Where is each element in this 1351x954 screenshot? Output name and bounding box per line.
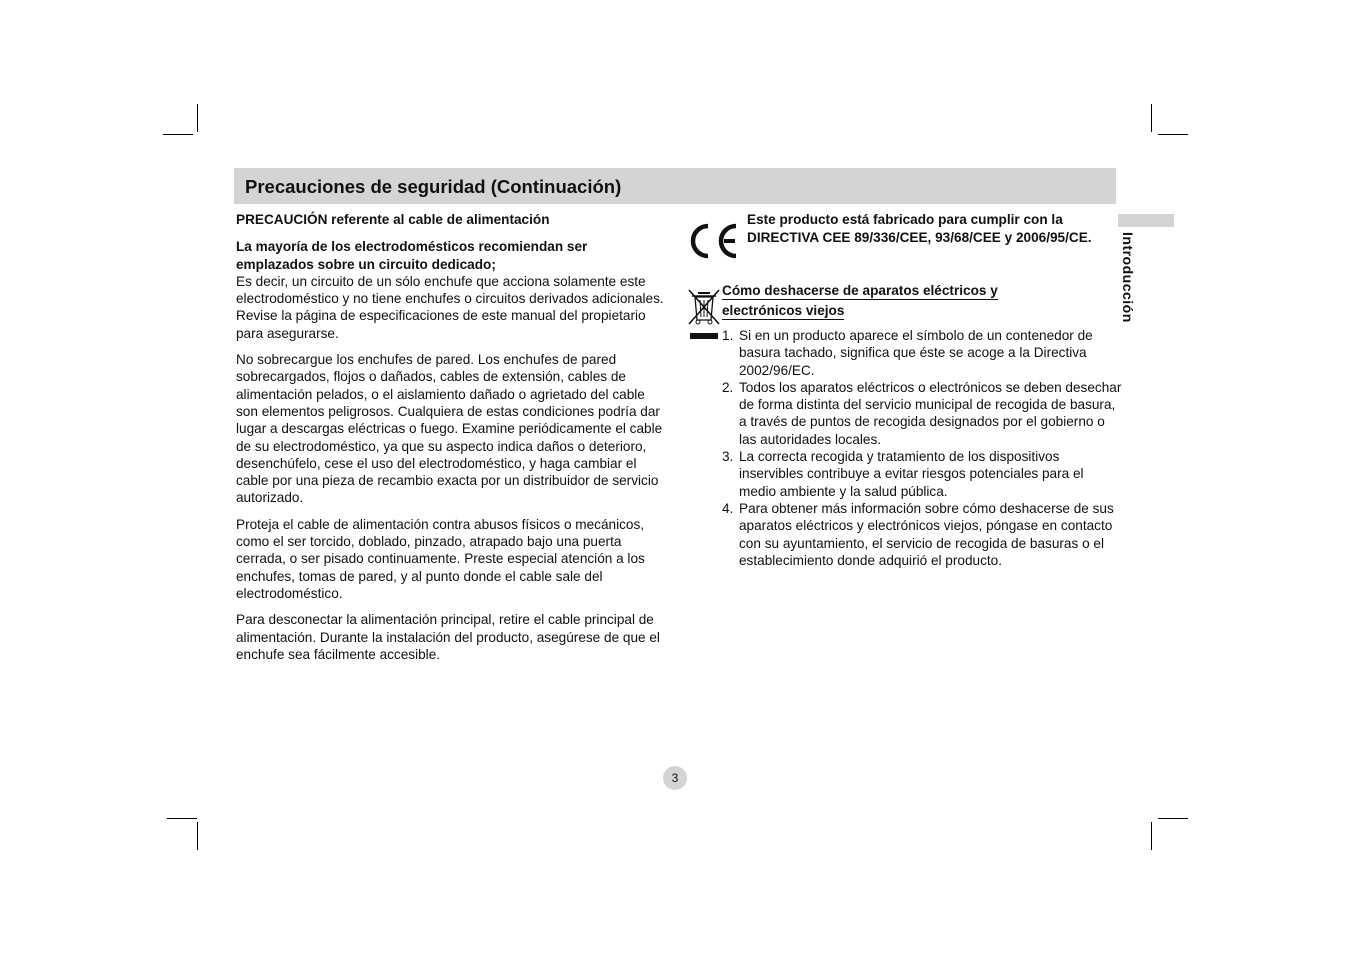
weee-heading bbox=[722, 281, 1052, 321]
crop-mark bbox=[1151, 104, 1152, 132]
crop-mark bbox=[197, 822, 198, 850]
list-text: Si en un producto aparece el símbolo de un contenedor de basura tachado, significa que éste se acoge a la Directiva 2002/96/EC. bbox=[739, 328, 1093, 378]
power-cord-heading: PRECAUCIÓN referente al cable de alimentación bbox=[236, 212, 550, 227]
ce-mark-icon bbox=[688, 222, 740, 260]
disconnect-paragraph: Para desconectar la alimentación principal, retire el cable principal de alimentación. Durante la instalación del producto, asegúrese de que el enchufe sea fácilmente accesible. bbox=[236, 612, 660, 662]
list-text: Para obtener más información sobre cómo deshacerse de sus aparatos eléctricos y electrónicos viejos, póngase en contacto con su ayuntamiento, el servicio de recogida de basuras o el establecimiento donde adquirió el producto. bbox=[739, 500, 1114, 568]
list-number: 2. bbox=[722, 379, 734, 395]
page-title: Precauciones de seguridad (Continuación) bbox=[245, 176, 622, 197]
list-item bbox=[722, 327, 1122, 379]
side-tab-label: Introducción bbox=[1120, 232, 1136, 323]
list-item bbox=[722, 500, 1122, 569]
crop-mark bbox=[1158, 134, 1188, 135]
list-text: La correcta recogida y tratamiento de los dispositivos inservibles contribuye a evitar riesgos potenciales para el medio ambiente y la salud pública. bbox=[739, 449, 1084, 499]
crop-mark bbox=[197, 104, 198, 132]
list-text: Todos los aparatos eléctricos o electrónicos se deben desechar de forma distinta del servicio municipal de recogida de basura, a través de puntos de recogida designados por el gobierno o las autoridades locales. bbox=[739, 379, 1122, 447]
crop-mark bbox=[1158, 818, 1188, 819]
weee-instructions-list bbox=[722, 327, 1122, 569]
dedicated-circuit-note: La mayoría de los electrodomésticos recomiendan ser emplazados sobre un circuito dedicado; bbox=[236, 239, 588, 272]
crop-mark bbox=[1151, 822, 1152, 850]
left-column bbox=[236, 211, 668, 663]
page-number: 3 bbox=[663, 766, 687, 790]
list-item bbox=[722, 379, 1122, 448]
overload-paragraph: No sobrecargue los enchufes de pared. Los enchufes de pared sobrecargados, flojos o dañados, cables de extensión, cables de alimentación pelados, o el aislamiento dañado o agrietado del cable son elementos peligrosos. Cualquiera de estas condiciones podría dar lugar a descargas eléctricas o fuego. Examine periódicamente el cable de su electrodoméstico, ya que su aspecto indica daños o deterioro, desenchúfelo, cese el uso del electrodoméstico, y haga cambiar el cable por una pieza de recambio exacta por un distribuidor de servicio autorizado. bbox=[236, 352, 663, 506]
crossed-out-bin-icon bbox=[687, 288, 721, 340]
weee-heading-text: Cómo deshacerse de aparatos eléctricos y electrónicos viejos bbox=[722, 283, 998, 318]
section-header bbox=[234, 168, 1116, 204]
ce-compliance-statement: Este producto está fabricado para cumplir con la DIRECTIVA CEE 89/336/CEE, 93/68/CEE y 2006/95/CE. bbox=[747, 212, 1092, 245]
list-number: 4. bbox=[722, 500, 734, 516]
list-number: 3. bbox=[722, 449, 734, 465]
crop-mark bbox=[163, 134, 193, 135]
list-number: 1. bbox=[722, 328, 734, 343]
crop-mark bbox=[167, 818, 197, 819]
list-item bbox=[722, 448, 1122, 500]
dedicated-circuit-text: Es decir, un circuito de un sólo enchufe que acciona solamente este electrodoméstico y no tiene enchufes o circuitos derivados adicionales. Revise la página de especificaciones de este manual del propietario para asegurarse. bbox=[236, 273, 664, 341]
protect-cord-paragraph: Proteja el cable de alimentación contra abusos físicos o mecánicos, como el ser torcido, doblado, pinzado, atrapado bajo una puerta cerrada, o ser pisado continuamente. Preste especial atención a los enchufes, tomas de pared, y al punto donde el cable sale del electrodoméstico. bbox=[236, 516, 645, 601]
